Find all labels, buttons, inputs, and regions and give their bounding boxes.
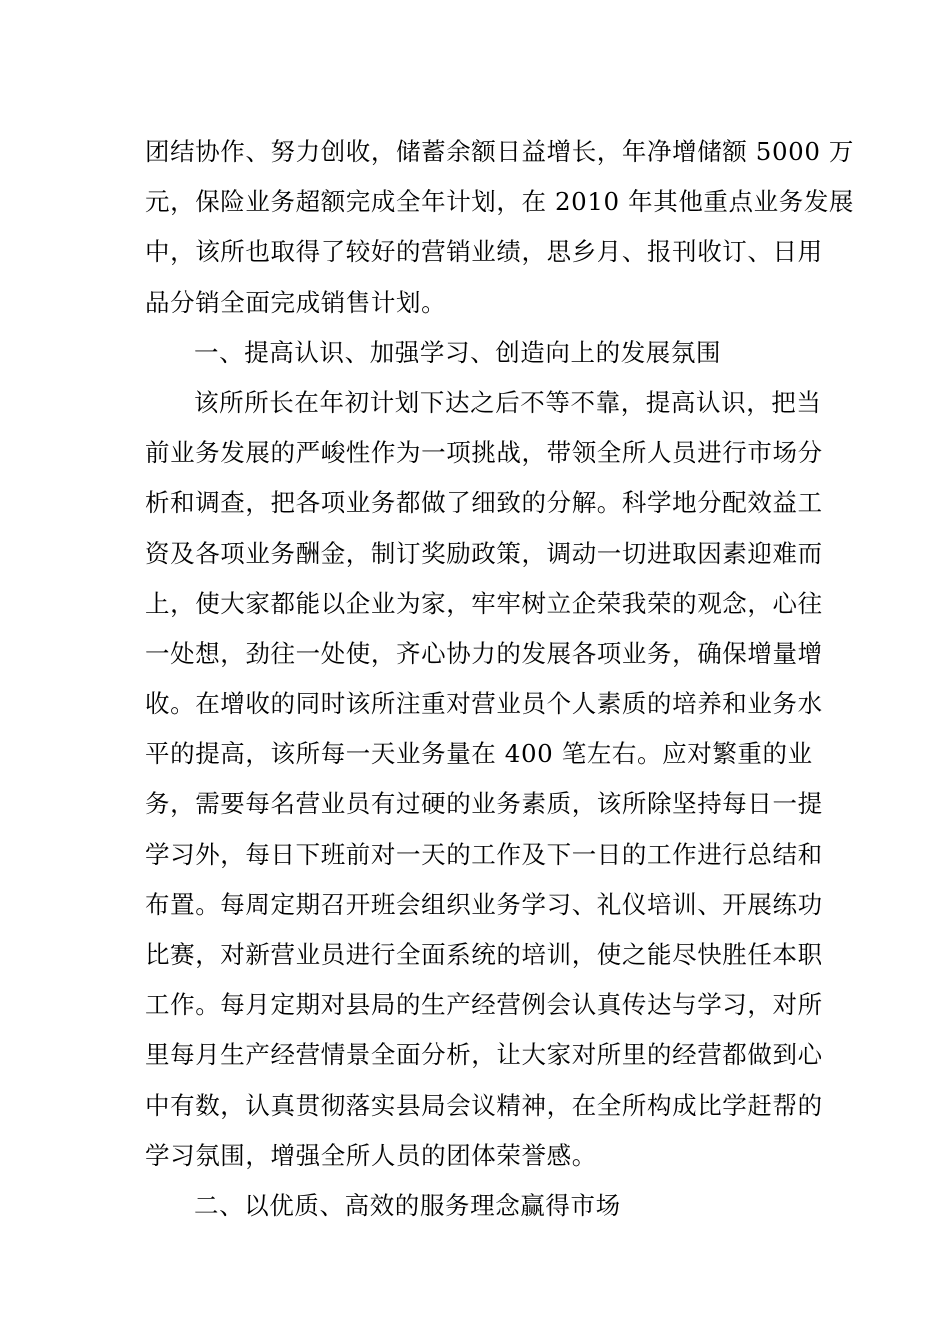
text-line: 中，该所也取得了较好的营销业绩，思乡月、报刊收订、日用 (145, 237, 823, 267)
text-line: 前业务发展的严峻性作为一项挑战，带领全所人员进行市场分 (145, 438, 823, 468)
section-heading: 二、以优质、高效的服务理念赢得市场 (194, 1190, 621, 1220)
text-line: 析和调查，把各项业务都做了细致的分解。科学地分配效益工 (145, 488, 823, 518)
text-line: 平的提高，该所每一天业务量在 400 笔左右。应对繁重的业 (145, 739, 813, 769)
text-line: 上，使大家都能以企业为家，牢牢树立企荣我荣的观念，心往 (145, 588, 823, 618)
text-line: 收。在增收的同时该所注重对营业员个人素质的培养和业务水 (145, 689, 823, 719)
document-body (145, 127, 855, 1231)
text-line: 学习氛围，增强全所人员的团体荣誉感。 (145, 1140, 597, 1170)
text-line: 团结协作、努力创收，储蓄余额日益增长，年净增储额 5000 万 (145, 137, 855, 166)
text-line: 中有数，认真贯彻落实县局会议精神，在全所构成比学赶帮的 (145, 1090, 823, 1120)
paragraph-first-line: 该所所长在年初计划下达之后不等不靠，提高认识，把当 (194, 387, 822, 417)
text-line: 一处想，劲往一处使，齐心协力的发展各项业务，确保增量增 (145, 638, 823, 668)
text-line: 比赛，对新营业员进行全面系统的培训，使之能尽快胜任本职 (145, 940, 823, 969)
text-line: 资及各项业务酬金，制订奖励政策，调动一切进取因素迎难而 (145, 538, 823, 568)
section-heading: 一、提高认识、加强学习、创造向上的发展氛围 (194, 337, 722, 367)
text-line: 务，需要每名营业员有过硬的业务素质，该所除坚持每日一提 (145, 789, 823, 819)
text-line: 工作。每月定期对县局的生产经营例会认真传达与学习，对所 (145, 990, 823, 1020)
text-line: 布置。每周定期召开班会组织业务学习、礼仪培训、开展练功 (145, 889, 823, 919)
text-line: 里每月生产经营情景全面分析，让大家对所里的经营都做到心 (145, 1040, 823, 1070)
text-line: 元，保险业务超额完成全年计划，在 2010 年其他重点业务发展 (145, 187, 855, 217)
text-line: 学习外，每日下班前对一天的工作及下一日的工作进行总结和 (145, 839, 823, 869)
text-line: 品分销全面完成销售计划。 (145, 287, 447, 317)
